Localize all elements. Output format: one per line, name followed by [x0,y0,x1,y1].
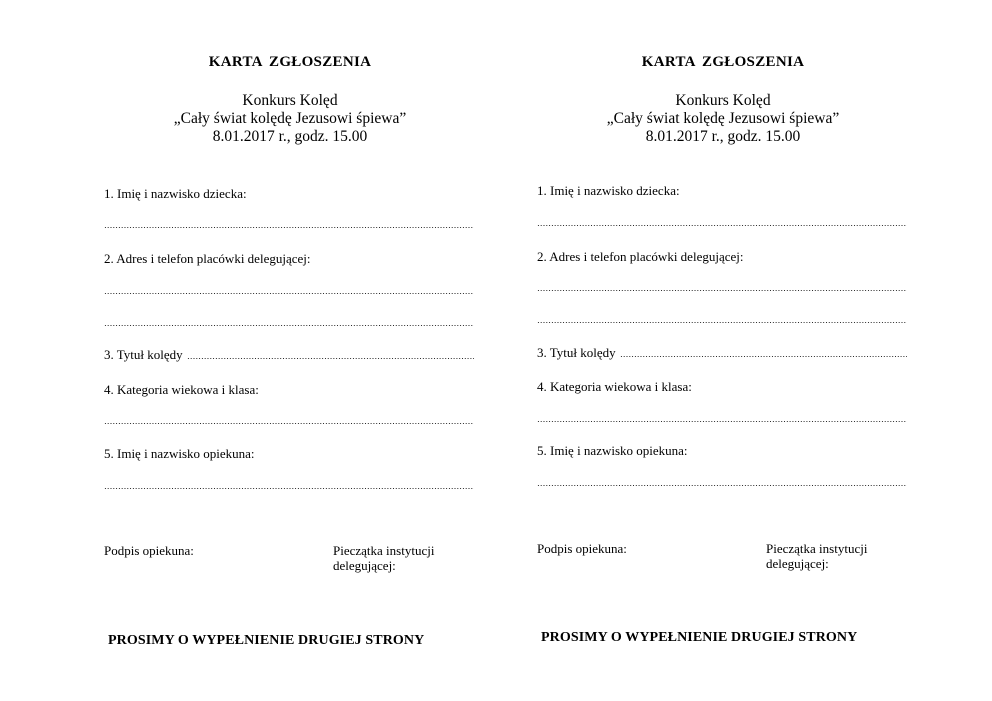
guardian-name-label: 5. Imię i nazwisko opiekuna: [104,446,255,461]
guardian-signature-label: Podpis opiekuna: [537,541,627,556]
address-field-line-1[interactable] [104,292,474,295]
age-category-label: 4. Kategoria wiekowa i klasa: [537,379,692,394]
contest-info [537,92,909,146]
carol-title-field[interactable] [187,357,474,360]
child-name-label: 1. Imię i nazwisko dziecka: [537,183,680,198]
carol-title-field[interactable] [620,355,907,358]
carol-title-row [537,345,907,361]
address-field-line-1[interactable] [537,289,907,292]
address-label: 2. Adres i telefon placówki delegującej: [104,251,311,266]
institution-stamp-label: Pieczątka instytucji delegującej: [333,543,435,573]
institution-stamp-label: Pieczątka instytucji delegującej: [766,541,868,571]
guardian-signature-label: Podpis opiekuna: [104,543,194,558]
contest-date: 8.01.2017 r., godz. 15.00 [212,128,368,145]
carol-title-label: 3. Tytuł kolędy [104,347,183,362]
address-field-line-2[interactable] [104,324,474,327]
age-category-label: 4. Kategoria wiekowa i klasa: [104,382,259,397]
guardian-name-field[interactable] [104,487,474,490]
contest-info [104,92,476,146]
contest-motto: „Cały świat kolędę Jezusowi śpiewa” [606,110,840,127]
contest-date: 8.01.2017 r., godz. 15.00 [645,128,801,145]
carol-title-row [104,347,474,363]
fill-back-notice: PROSIMY O WYPEŁNIENIE DRUGIEJ STRONY [541,630,858,645]
contest-name: Konkurs Kolęd [242,92,338,109]
contest-name: Konkurs Kolęd [675,92,771,109]
carol-title-label: 3. Tytuł kolędy [537,345,616,360]
application-card-right [537,0,937,701]
child-name-label: 1. Imię i nazwisko dziecka: [104,186,247,201]
child-name-field[interactable] [104,226,474,229]
address-label: 2. Adres i telefon placówki delegującej: [537,249,744,264]
card-title: KARTA ZGŁOSZENIA [641,54,805,70]
application-card-left [104,0,504,701]
card-title: KARTA ZGŁOSZENIA [208,54,372,70]
age-category-field[interactable] [104,422,474,425]
fill-back-notice: PROSIMY O WYPEŁNIENIE DRUGIEJ STRONY [108,633,425,648]
contest-motto: „Cały świat kolędę Jezusowi śpiewa” [173,110,407,127]
age-category-field[interactable] [537,420,907,423]
address-field-line-2[interactable] [537,321,907,324]
guardian-name-label: 5. Imię i nazwisko opiekuna: [537,443,688,458]
guardian-name-field[interactable] [537,484,907,487]
child-name-field[interactable] [537,224,907,227]
